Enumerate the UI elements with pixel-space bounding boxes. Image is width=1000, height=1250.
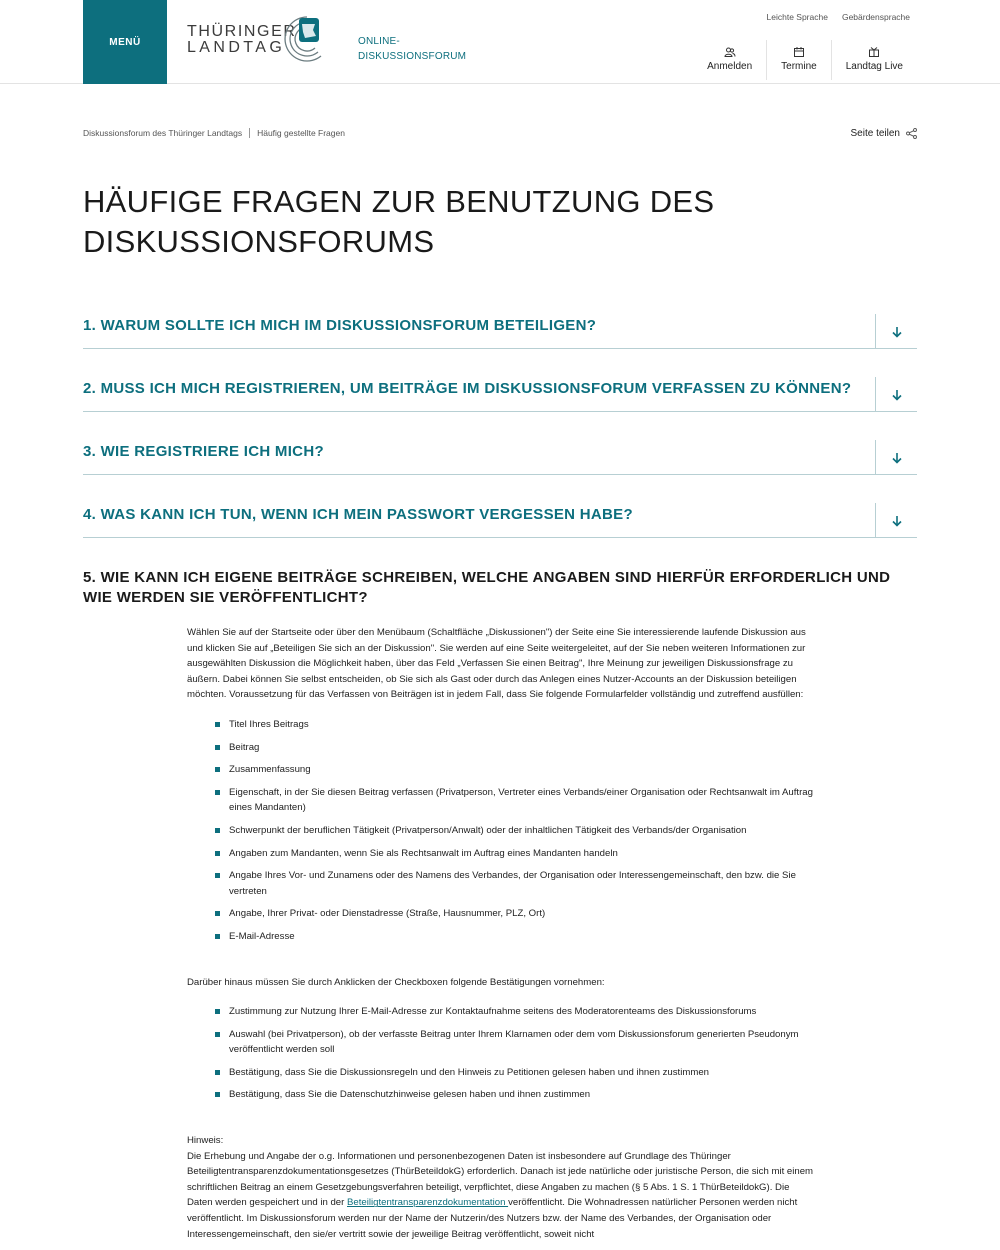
calendar-icon xyxy=(793,46,805,58)
live-icon xyxy=(868,46,880,58)
share-page-button[interactable] xyxy=(851,128,917,139)
hint-text-part-1: Die Erhebung und Angabe der o.g. Informationen und personenbezogenen Daten ist insbesondere auf Grundlage des Thüringer Beteiligtentransparenzdokumentationsgesetzes (ThürBeteildokG) erforderlich. Danach ist jede natürliche oder juristische Person, die sich mit einem schriftlichen Beitrag an einem Gesetzgebungsverfahren beteiligt, verpflichtet, diese Angaben zu machen (§ 5 Abs. 1 S. 1 ThürBeteildokG). Die Daten werden gespeichert und in der xyxy=(187,1150,814,1209)
list-item: Angaben zum Mandanten, wenn Sie als Rechtsanwalt im Auftrag eines Mandanten handeln xyxy=(215,846,817,862)
faq-answer xyxy=(187,625,817,1242)
site-header xyxy=(0,0,1000,84)
faq-question: 2. MUSS ICH MICH REGISTRIEREN, UM BEITRÄGE IM DISKUSSIONSFORUM VERFASSEN ZU KÖNNEN? xyxy=(83,380,852,397)
breadcrumb xyxy=(83,128,345,138)
arrow-down-icon xyxy=(891,515,903,527)
share-icon xyxy=(906,128,917,139)
list-item: Auswahl (bei Privatperson), ob der verfasste Beitrag unter Ihrem Klarnamen oder dem vom Diskussionsforum generierten Pseudonym veröffentlicht werden soll xyxy=(215,1027,817,1058)
dates-label: Termine xyxy=(781,61,817,72)
faq-question-open[interactable]: 5. WIE KANN ICH EIGENE BEITRÄGE SCHREIBEN, WELCHE ANGABEN SIND HIERFÜR ERFORDERLICH UND WIE WERDEN SIE VERÖFFENTLICHT? xyxy=(83,569,891,606)
users-icon xyxy=(724,46,736,58)
forum-label-line-1: ONLINE- xyxy=(358,36,400,47)
list-item: Zustimmung zur Nutzung Ihrer E-Mail-Adresse zur Kontaktaufnahme seitens des Moderatorenteams des Diskussionsforums xyxy=(215,1004,817,1020)
list-item: Schwerpunkt der beruflichen Tätigkeit (Privatperson/Anwalt) oder der inhaltlichen Tätigkeit des Verbands/der Organisation xyxy=(215,823,817,839)
faq-item-2 xyxy=(83,363,917,426)
faq-item-header[interactable] xyxy=(83,489,917,538)
top-links xyxy=(767,12,910,22)
arrow-down-icon xyxy=(891,389,903,401)
list-item: Titel Ihres Beitrags xyxy=(215,717,817,733)
faq-question: 4. WAS KANN ICH TUN, WENN ICH MEIN PASSWORT VERGESSEN HABE? xyxy=(83,506,633,523)
forum-label[interactable] xyxy=(358,34,466,64)
expand-toggle[interactable] xyxy=(875,314,917,349)
login-button[interactable] xyxy=(693,40,766,80)
logo-line-1: THÜRINGER xyxy=(187,23,297,40)
transparency-documentation-link[interactable]: Beteiligtentransparenzdokumentation xyxy=(347,1197,509,1209)
faq-item-1 xyxy=(83,300,917,363)
list-item: Bestätigung, dass Sie die Diskussionsregeln und den Hinweis zu Petitionen gelesen haben und ihnen zustimmen xyxy=(215,1065,817,1081)
faq-item-header[interactable] xyxy=(83,300,917,349)
breadcrumb-separator xyxy=(249,128,250,138)
faq-question: 3. WIE REGISTRIERE ICH MICH? xyxy=(83,443,324,460)
breadcrumb-forum[interactable]: Diskussionsforum des Thüringer Landtags xyxy=(83,128,243,138)
arrow-down-icon xyxy=(891,452,903,464)
required-fields-list xyxy=(187,717,817,945)
list-item: Angabe Ihres Vor- und Zunamens oder des Namens des Verbandes, der Organisation oder Interessengemeinschaft, den bzw. die Sie vertreten xyxy=(215,868,817,899)
arrow-down-icon xyxy=(891,326,903,338)
login-label: Anmelden xyxy=(707,61,753,72)
landtag-live-button[interactable] xyxy=(831,40,917,80)
expand-toggle[interactable] xyxy=(875,503,917,538)
faq-question: 1. WARUM SOLLTE ICH MICH IM DISKUSSIONSFORUM BETEILIGEN? xyxy=(83,317,597,334)
expand-toggle[interactable] xyxy=(875,440,917,475)
list-item: Angabe, Ihrer Privat- oder Dienstadresse (Straße, Hausnummer, PLZ, Ort) xyxy=(215,906,817,922)
sign-language-link[interactable]: Gebärdensprache xyxy=(841,12,910,22)
easy-language-link[interactable]: Leichte Sprache xyxy=(766,12,828,22)
list-item: Zusammenfassung xyxy=(215,762,817,778)
list-item: Eigenschaft, in der Sie diesen Beitrag verfassen (Privatperson, Vertreter eines Verbands/einer Organisation oder Rechtsanwalt im Auftrag eines Mandanten) xyxy=(215,785,817,816)
landtag-logo[interactable] xyxy=(187,14,327,66)
answer-intro: Wählen Sie auf der Startseite oder über den Menübaum (Schaltfläche „Diskussionen") der Seite eine Sie interessierende laufende Diskussion aus und klicken Sie auf „Beteiligen Sie sich an der Diskussion". Sie werden auf eine Seite weitergeleitet, auf der Sie neben weiteren Informationen zur ausgewählten Diskussion die Möglichkeit haben, über das Feld „Verfassen Sie einen Beitrag", Ihre Meinung zur jeweiligen Diskussionsfrage zu äußern. Dabei können Sie selbst entscheiden, ob Sie sich als Gast oder durch das Anlegen eines Nutzer-Accounts an der Diskussion beteiligen möchten. Voraussetzung für das Verfassen von Beiträgen ist in jedem Fall, dass Sie folgende Formularfelder vollständig und zutreffend ausfüllen: xyxy=(187,627,806,701)
hint-text-part-2: veröffentlicht. Die Wohnadressen natürlicher Personen werden nicht veröffentlicht. Im Diskussionsforum werden nur der Name der Nutzerin/des Nutzers bzw. der Name des Verbandes, der Organisation oder Interessengemeinschaft, den sie/er vertritt sowie der jeweilige Beitrag veröffentlicht, soweit nicht xyxy=(187,1197,798,1240)
faq-item-4 xyxy=(83,489,917,552)
lion-emblem-icon xyxy=(277,14,325,64)
forum-label-line-2: DISKUSSIONSFORUM xyxy=(358,51,467,62)
landtag-live-label: Landtag Live xyxy=(845,61,903,72)
faq-item-header[interactable] xyxy=(83,363,917,412)
faq-item-header[interactable] xyxy=(83,426,917,475)
hint-label: Hinweis: xyxy=(187,1135,224,1147)
list-item: Bestätigung, dass Sie die Datenschutzhinweise gelesen haben und ihnen zustimmen xyxy=(215,1087,817,1103)
hint-text xyxy=(187,1149,817,1243)
hint-block xyxy=(187,1133,817,1242)
logo-line-2: LANDTAG xyxy=(187,39,286,56)
share-label: Seite teilen xyxy=(850,128,900,139)
list-item: Beitrag xyxy=(215,740,817,756)
expand-toggle[interactable] xyxy=(875,377,917,412)
dates-button[interactable] xyxy=(766,40,831,80)
page-title: HÄUFIGE FRAGEN ZUR BENUTZUNG DES DISKUSSIONSFORUMS xyxy=(83,184,715,259)
list-item: E-Mail-Adresse xyxy=(215,929,817,945)
header-actions xyxy=(693,40,917,80)
faq-accordion xyxy=(83,300,917,552)
confirmations-list xyxy=(187,1004,817,1103)
menu-button[interactable]: MENÜ xyxy=(83,0,167,84)
confirm-intro: Darüber hinaus müssen Sie durch Anklicken der Checkboxen folgende Bestätigungen vornehmen: xyxy=(187,976,605,988)
faq-item-3 xyxy=(83,426,917,489)
breadcrumb-current: Häufig gestellte Fragen xyxy=(257,128,345,138)
